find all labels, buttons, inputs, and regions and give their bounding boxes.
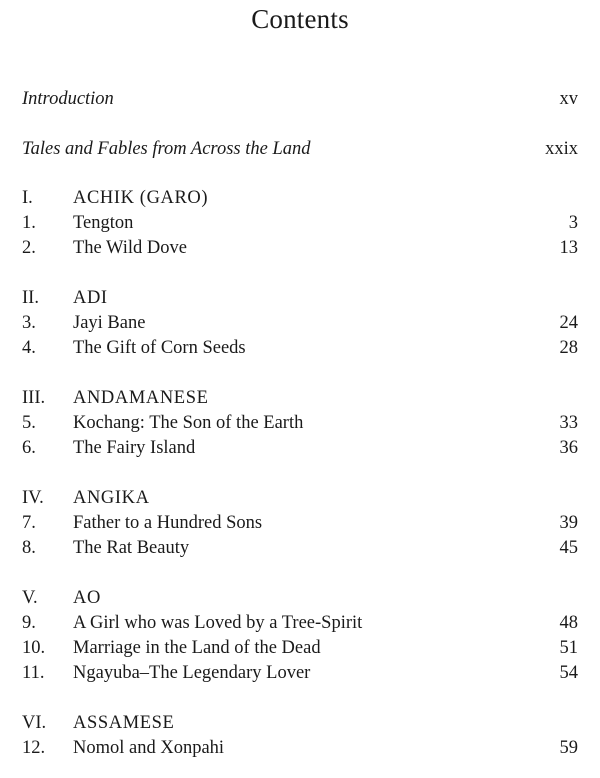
entry-number: 12. [22,738,46,758]
toc-page-number: 51 [559,638,578,658]
section-numeral: III. [22,388,46,408]
toc-section-heading [22,711,578,736]
toc-page-number: 48 [559,613,578,633]
page-title: Contents [251,4,349,34]
section-name: ANDAMANESE [73,388,209,408]
entry-title: The Fairy Island [73,438,196,458]
entry-title: The Wild Dove [73,238,187,258]
toc-entry[interactable] [22,636,578,661]
section-numeral: V. [22,588,38,608]
toc-page-number: 45 [559,538,578,558]
toc-page-number: 33 [559,413,578,433]
section-name: ASSAMESE [73,713,175,733]
entry-number: 5. [22,413,36,433]
entry-number: 9. [22,613,36,633]
toc-page-number: xv [559,89,578,109]
toc-page-number: 28 [559,338,578,358]
toc-entry-tales-and-fables[interactable] [22,137,578,162]
toc-entry[interactable] [22,311,578,336]
entry-title: Father to a Hundred Sons [73,513,263,533]
toc-entry[interactable] [22,336,578,361]
entry-number: 10. [22,638,46,658]
entry-number: 1. [22,213,36,233]
toc-entry[interactable] [22,436,578,461]
entry-title: Tengton [73,213,134,233]
toc-entry[interactable] [22,536,578,561]
toc-page-number: 36 [559,438,578,458]
entry-number: 4. [22,338,36,358]
toc-section-heading [22,586,578,611]
toc-page-number: 24 [559,313,578,333]
entry-number: 2. [22,238,36,258]
toc-entry-label: Tales and Fables from Across the Land [22,139,311,159]
toc-entry[interactable] [22,411,578,436]
section-name: ANGIKA [73,488,150,508]
toc-page-number: 3 [568,213,578,233]
toc-page-number: 13 [559,238,578,258]
toc-page-number: xxix [545,139,578,159]
toc-page-number: 39 [559,513,578,533]
entry-title: A Girl who was Loved by a Tree-Spirit [73,613,363,633]
entry-title: Marriage in the Land of the Dead [73,638,321,658]
section-name: AO [73,588,101,608]
section-numeral: II. [22,288,39,308]
toc-entry[interactable] [22,211,578,236]
entry-title: Nomol and Xonpahi [73,738,225,758]
toc-entry-label: Introduction [22,89,114,109]
toc-page-number: 59 [559,738,578,758]
toc-section-heading [22,186,578,211]
entry-number: 6. [22,438,36,458]
entry-title: The Gift of Corn Seeds [73,338,246,358]
section-numeral: VI. [22,713,47,733]
entry-number: 11. [22,663,45,683]
toc-entry[interactable] [22,611,578,636]
entry-title: The Rat Beauty [73,538,190,558]
section-numeral: I. [22,188,33,208]
section-name: ADI [73,288,108,308]
toc-section-heading [22,486,578,511]
entry-number: 7. [22,513,36,533]
toc-entry[interactable] [22,736,578,761]
toc-entry[interactable] [22,661,578,686]
entry-title: Kochang: The Son of the Earth [73,413,304,433]
section-name: ACHIK (GARO) [73,188,209,208]
entry-number: 8. [22,538,36,558]
entry-title: Ngayuba–The Legendary Lover [73,663,311,683]
toc-section-heading [22,286,578,311]
entry-number: 3. [22,313,36,333]
toc-entry[interactable] [22,236,578,261]
section-numeral: IV. [22,488,44,508]
toc-entry[interactable] [22,511,578,536]
toc-section-heading [22,386,578,411]
toc-entry-introduction[interactable] [22,87,578,112]
toc-page-number: 54 [559,663,578,683]
entry-title: Jayi Bane [73,313,146,333]
